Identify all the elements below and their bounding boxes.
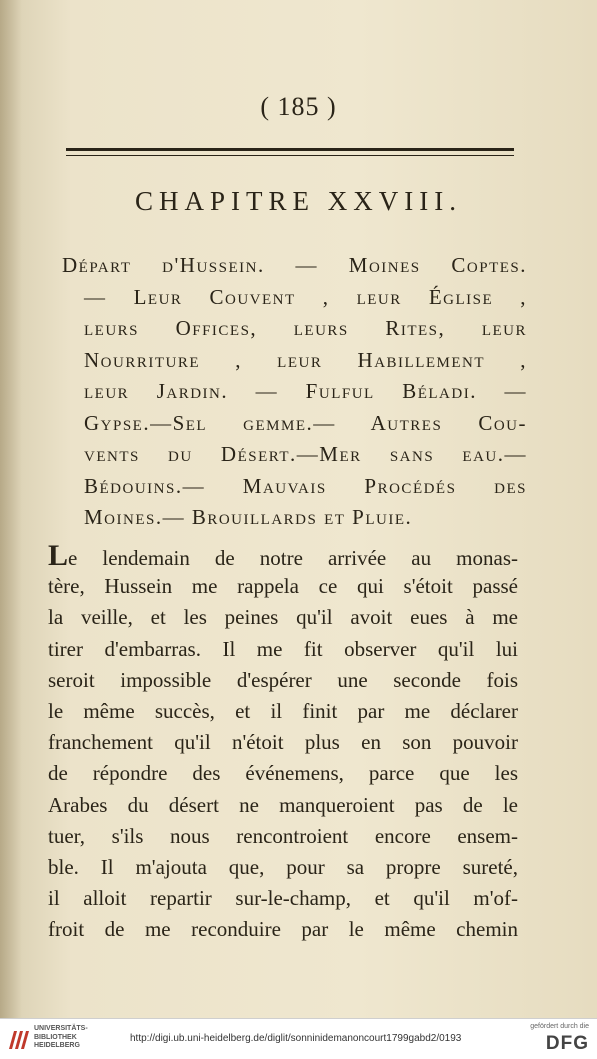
- summary-line: vents du Désert.—Mer sans eau.—: [84, 442, 527, 466]
- summary-line: leurs Offices, leurs Rites, leur: [84, 316, 527, 340]
- library-name-line: HEIDELBERG: [34, 1042, 80, 1049]
- summary-line: Moines.— Brouillards et Pluie.: [84, 505, 413, 529]
- body-line: froit de me reconduire par le même chemin: [48, 917, 518, 942]
- page-gutter-shadow: [0, 0, 22, 1018]
- page-number: ( 185 ): [260, 92, 337, 121]
- permalink-url[interactable]: http://digi.ub.uni-heidelberg.de/diglit/sonninidemanoncourt1799gabd2/0193: [130, 1033, 462, 1044]
- chapter-summary: [62, 250, 527, 534]
- body-line: la veille, et les peines qu'il avoit eues à me: [48, 605, 518, 630]
- drop-cap: L: [48, 540, 69, 572]
- library-name: [34, 1025, 88, 1051]
- library-name-line: UNIVERSITÄTS-: [34, 1025, 88, 1032]
- body-line: ble. Il m'ajouta que, pour sa propre sureté,: [48, 854, 518, 879]
- body-line-first-text: e lendemain de notre arrivée au monas-: [68, 546, 518, 570]
- body-paragraph: [48, 540, 518, 945]
- body-line: de répondre des événemens, parce que les: [48, 761, 518, 786]
- summary-line: leur Jardin. — Fulful Béladi. —: [84, 379, 527, 403]
- summary-line: Nourriture , leur Habillement ,: [84, 347, 527, 372]
- summary-line: Gypse.—Sel gemme.— Autres Cou-: [84, 410, 527, 435]
- header-rule-thin: [66, 155, 514, 156]
- header-rule-thick: [66, 148, 514, 151]
- body-line: tère, Hussein me rappela ce qui s'étoit passé: [48, 574, 518, 599]
- body-line: le même succès, et il finit par me déclarer: [48, 698, 518, 723]
- body-line: Arabes du désert ne manqueroient pas de le: [48, 792, 518, 817]
- library-name-line: BIBLIOTHEK: [34, 1033, 77, 1041]
- viewer-footer: [0, 1018, 597, 1059]
- chapter-title: CHAPITRE XXVIII.: [135, 186, 462, 216]
- body-line: tuer, s'ils nous rencontroient encore ensem-: [48, 823, 518, 848]
- summary-line: Départ d'Hussein. — Moines Coptes.: [62, 253, 527, 277]
- funder-label: gefördert durch die: [530, 1023, 589, 1030]
- summary-line: Bédouins.— Mauvais Procédés des: [84, 473, 527, 498]
- body-line: tirer d'embarras. Il me fit observer qu'il lui: [48, 636, 518, 661]
- dfg-logo[interactable]: DFG: [545, 1033, 589, 1054]
- body-line: franchement qu'il n'étoit plus en son pouvoir: [48, 730, 518, 755]
- body-line: seroit impossible d'espérer une seconde fois: [48, 667, 518, 692]
- body-line-first: [48, 540, 518, 571]
- body-line: il alloit repartir sur-le-champ, et qu'il m'of-: [48, 886, 518, 911]
- summary-line: — Leur Couvent , leur Église ,: [84, 284, 527, 309]
- ub-heidelberg-logo-icon[interactable]: [8, 1028, 30, 1050]
